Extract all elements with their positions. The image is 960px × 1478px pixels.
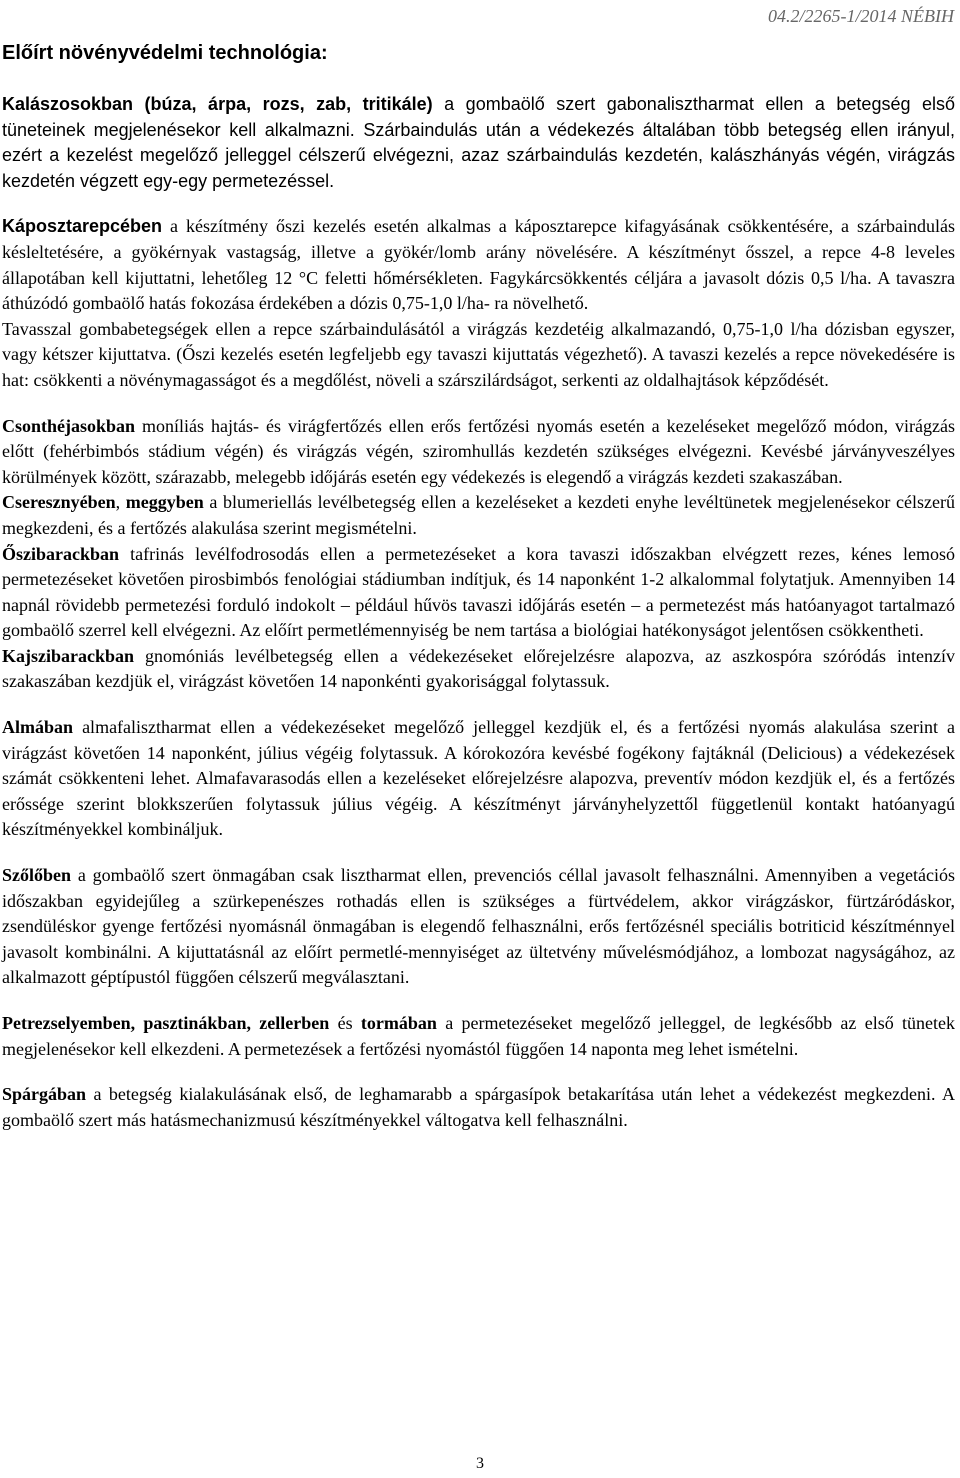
paragraph-text: a permetezéseket megelőző jelleggel, de legkésőbb az első tünetek megjelenésekor kell elkezdeni. A permetezések a fertőzési nyomástól függően 14 naponta meg lehet ismételni. xyxy=(2,1013,955,1059)
paragraph-text: a blumeriellás levélbetegség ellen a kezeléseket a kezdeti enyhe levéltünetek megjelenésekor célszerű megkezdeni, és a fertőzés alakulása szerint megismételni. xyxy=(2,492,955,538)
paragraph-stone-fruit xyxy=(2,414,955,491)
paragraph-text: moníliás hajtás- és virágfertőzés ellen erős fertőzési nyomás esetén a kezeléseket megelőző módon, virágzás előtt (fehérbimbós stádium végén) és virágzás végén, sziromhullás kezdetén szükséges elvégezni. Kevésbé járványveszélyes körülmények között, szárazabb, melegebb időjárás esetén egy védekezés is elegendő a virágzás kezdeti szakaszában. xyxy=(2,415,955,487)
crop-grape: Szőlőben xyxy=(2,865,72,886)
crop-rapeseed: Káposztarepcében xyxy=(2,216,163,237)
crop-apricot: Kajszibarackban xyxy=(2,645,135,666)
paragraph-text: a betegség kialakulásának első, de leghamarabb a spárgasípok betakarítása után lehet a védekezést megkezdeni. A gombaölő szert más hatásmechanizmusú készítményekkel váltogatva kell felhasználni. xyxy=(2,1084,955,1130)
paragraph-grape xyxy=(2,863,955,991)
page-number: 3 xyxy=(476,1455,484,1472)
crop-peach: Őszibarackban xyxy=(2,543,120,564)
paragraph-rapeseed-spring: Tavasszal gombabetegségek ellen a repce szárbaindulásától a virágzás kezdetéig alkalmazandó, 0,75-1,0 l/ha dózisban egyszer, vagy kétszer kijuttatva. (Őszi kezelés esetén legfeljebb egy tavaszi kijuttatás végezhető). A tavaszi kezelés a repce növekedésére is hat: csökkenti a növénymagasságot és a megdőlést, növeli a szárszilárdságot, serkenti az oldalhajtások képződését. xyxy=(2,318,955,390)
paragraph-rapeseed xyxy=(2,214,955,316)
paragraph-root-vegetables xyxy=(2,1011,955,1062)
paragraph-text: gnomóniás levélbetegség ellen a védekezéseket előrejelzésre alapozva, az aszkospóra szóródás intenzív szakaszában kezdjük el, virágzást követően 14 naponkénti gyakorisággal folytassuk. xyxy=(2,645,955,692)
crop-root-vegetables: Petrezselyemben, pasztinákban, zellerben xyxy=(2,1013,330,1033)
paragraph-text: a gombaölő szert gabonalisztharmat ellen a betegség első tüneteinek megjelenésekor kell alkalmazni. Szárbaindulás után a védekezés általában több betegség ellen irányul, ezért a kezelést megelőző jelleggel célszerű elvégezni, azaz szárbaindulás kezdetén, kalászhányás végén, virágzás kezdetén végzett egy-egy permetezéssel. xyxy=(2,94,956,191)
crop-sour-cherry: meggyben xyxy=(125,492,204,513)
crop-apple: Almában xyxy=(2,717,74,738)
crop-cherry: Cseresznyében xyxy=(2,492,116,513)
paragraph-cereals xyxy=(2,92,955,194)
paragraph-text: tafrinás levélfodrosodás ellen a permetezéseket a kora tavaszi időszakban elvégzett rezes, kénes lemosó permetezéseket követően pirosbimbós fenológiai stádiumban indítjuk, és 14 naponként 1-2 alkalommal folytatjuk. Amennyiben 14 napnál rövidebb permetezési forduló indokolt – például hűvös tavaszi időjárás esetén – a permetezést más hatóanyagot tartalmazó gombaölő szerrel kell elvégezni. Az előírt permetlémennyiség be nem tartása a biológiai hatékonyságot jelentősen csökkentheti. xyxy=(2,543,955,641)
crop-cereals: Kalászosokban (búza, árpa, rozs, zab, tritikále) xyxy=(2,94,433,114)
document-reference: 04.2/2265-1/2014 NÉBIH xyxy=(768,6,954,26)
paragraph-text: és xyxy=(329,1013,361,1033)
paragraph-cherry xyxy=(2,490,955,541)
paragraph-text: a készítmény őszi kezelés esetén alkalmas a káposztarepce kifagyásának csökkentésére, a szárbaindulás késleltetésére, a gyökérnyak vastagság, illetve a gyökér/lomb arány növelésére. A készítményt ősszel, a repce 4-8 leveles állapotában kell kijuttatni, lehetőleg 12 °C feletti hőmérsékleten. Fagykárcsökkentés céljára a javasolt dózis 0,5 l/ha. A tavaszra áthúzódó gombaölő hatás fokozása érdekében a dózis 0,75-1,0 l/ha- ra növelhető. xyxy=(2,216,955,314)
paragraph-peach xyxy=(2,542,955,644)
crop-asparagus: Spárgában xyxy=(2,1084,87,1105)
document-body xyxy=(2,92,955,1133)
page-title: Előírt növényvédelmi technológia: xyxy=(2,42,328,64)
crop-horseradish: tormában xyxy=(360,1013,437,1033)
paragraph-text: almafalisztharmat ellen a védekezéseket megelőző jelleggel kezdjük el, és a fertőzési nyomás alakulása szerint a virágzást követően 14 naponként, július végéig folytassuk. A kórokozóra kevésbé fogékony fajtáknál (Delicious) a védekezések számát csökkenteni lehet. Almafavarasodás ellen a kezeléseket előrejelzésre alapozva, preventív módon kezdjük el, és a fertőzés erőssége szerint blokkszerűen folytassuk július végéig. A készítményt járványhelyzettől függetlenül kontakt hatóanyagú készítményekkel kombináljuk. xyxy=(2,717,955,840)
paragraph-apple xyxy=(2,715,955,843)
paragraph-text: a gombaölő szert önmagában csak lisztharmat ellen, prevenciós céllal javasolt felhasználni. Amennyiben a vegetációs időszakban egyidejűleg a szürkepenészes rothadás ellen is szükséges a fürtvédelem, akkor virágzáskor, fürtzáródáskor, zsendüléskor gyenge fertőzési nyomásnál önmagában is elegendő felhasználni, erős fertőzésnél speciális botriticid készítménnyel javasolt kombinálni. A kijuttatásnál az előírt permetlé-mennyiséget az ültetvény művelésmódjához, a lombozat nagyságához, az alkalmazott géptípustól függően célszerű megválasztani. xyxy=(2,865,955,988)
paragraph-apricot xyxy=(2,644,955,695)
paragraph-asparagus xyxy=(2,1082,955,1133)
paragraph-text: , xyxy=(115,492,126,513)
crop-stone-fruit: Csonthéjasokban xyxy=(2,415,136,436)
